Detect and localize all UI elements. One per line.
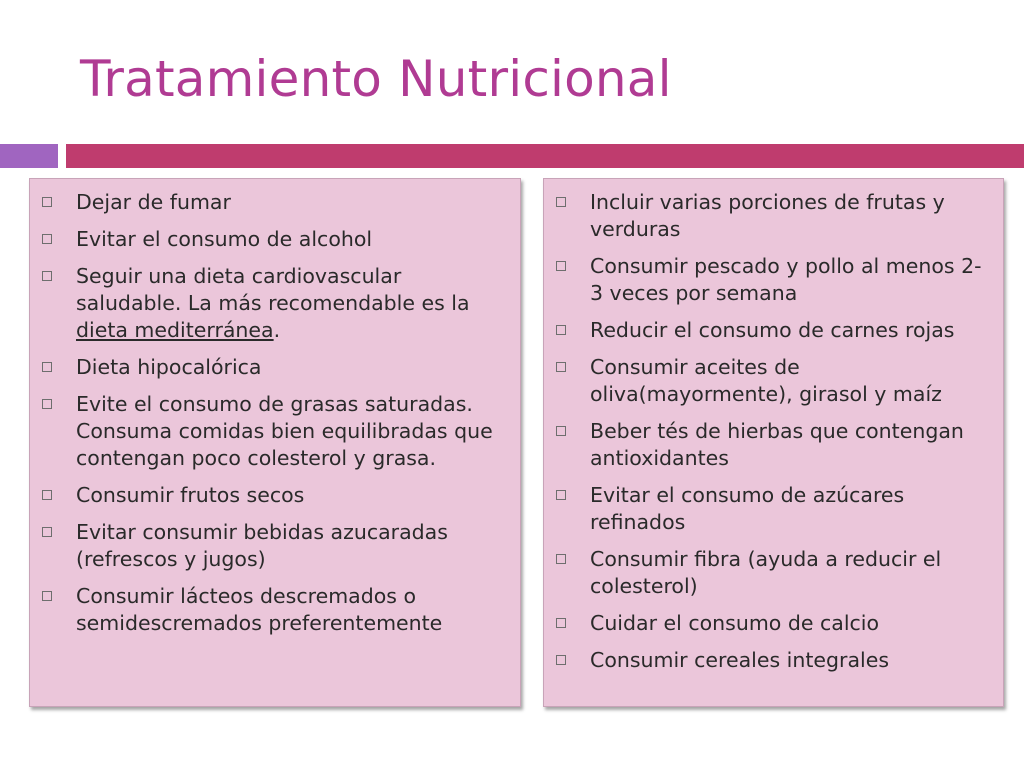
square-bullet-icon [42, 527, 52, 537]
list-item: Consumir cereales integrales [544, 647, 993, 674]
square-bullet-icon [556, 655, 566, 665]
square-bullet-icon [42, 234, 52, 244]
mediterranean-diet-link[interactable]: dieta mediterránea [76, 318, 274, 342]
list-item: Reducir el consumo de carnes rojas [544, 317, 993, 344]
right-bullet-list [544, 189, 993, 674]
list-item: Evitar el consumo de alcohol [30, 226, 510, 253]
square-bullet-icon [556, 197, 566, 207]
list-item: Consumir frutos secos [30, 482, 510, 509]
square-bullet-icon [556, 261, 566, 271]
list-item: Evitar consumir bebidas azucaradas (refrescos y jugos) [30, 519, 510, 573]
slide-title: Tratamiento Nutricional [80, 50, 672, 108]
list-item: Evite el consumo de grasas saturadas. Consuma comidas bien equilibradas que contengan poco colesterol y grasa. [30, 391, 510, 472]
list-item: Dieta hipocalórica [30, 354, 510, 381]
list-item: Beber tés de hierbas que contengan antioxidantes [544, 418, 993, 472]
accent-bar-left [0, 144, 58, 168]
left-bullet-list [30, 189, 510, 637]
square-bullet-icon [42, 197, 52, 207]
list-item: Incluir varias porciones de frutas y verduras [544, 189, 993, 243]
accent-bar-right [66, 144, 1024, 168]
list-item: Cuidar el consumo de calcio [544, 610, 993, 637]
list-item: Consumir lácteos descremados o semidescremados preferentemente [30, 583, 510, 637]
left-content-box [29, 178, 521, 707]
square-bullet-icon [42, 591, 52, 601]
square-bullet-icon [556, 362, 566, 372]
square-bullet-icon [556, 325, 566, 335]
list-item: Consumir fibra (ayuda a reducir el colesterol) [544, 546, 993, 600]
list-item: Consumir aceites de oliva(mayormente), girasol y maíz [544, 354, 993, 408]
square-bullet-icon [556, 490, 566, 500]
right-content-box [543, 178, 1004, 707]
list-item: Seguir una dieta cardiovascular saludable. La más recomendable es la dieta mediterránea. [30, 263, 510, 344]
square-bullet-icon [42, 271, 52, 281]
square-bullet-icon [42, 362, 52, 372]
list-item: Consumir pescado y pollo al menos 2-3 veces por semana [544, 253, 993, 307]
list-item: Dejar de fumar [30, 189, 510, 216]
square-bullet-icon [556, 426, 566, 436]
square-bullet-icon [42, 399, 52, 409]
list-item: Evitar el consumo de azúcares refinados [544, 482, 993, 536]
square-bullet-icon [556, 618, 566, 628]
square-bullet-icon [556, 554, 566, 564]
square-bullet-icon [42, 490, 52, 500]
